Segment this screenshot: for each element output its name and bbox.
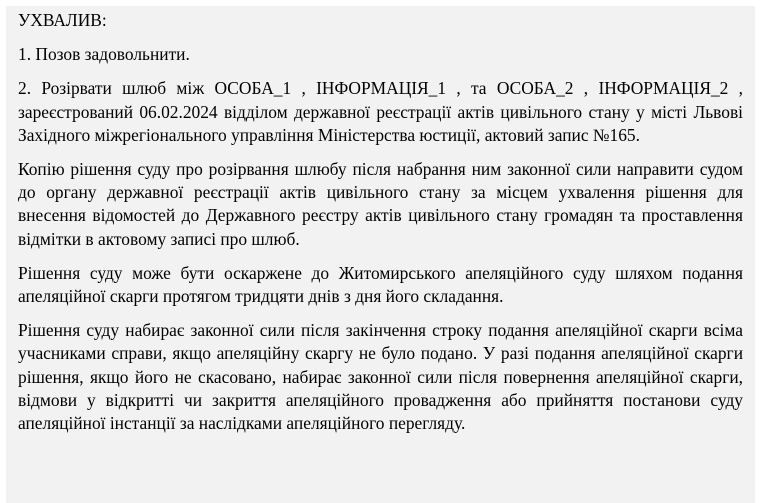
- court-decision-text: [6, 6, 755, 503]
- decision-paragraph-divorce: 2. Розірвати шлюб між ОСОБА_1 , ІНФОРМАЦІЯ_1 , та ОСОБА_2 , ІНФОРМАЦІЯ_2 , зареєстрований 06.02.2024 відділом державної реєстрації актів цивільного стану у місті Львові Західного міжрегіонального управління Міністерства юстиції, актовий запис №165.: [18, 78, 743, 145]
- decision-paragraph-appeal: Рішення суду може бути оскаржене до Житомирського апеляційного суду шляхом подання апеляційної скарги протягом тридцяти днів з дня його складання.: [18, 262, 743, 307]
- decision-paragraph-claim: 1. Позов задовольнити.: [18, 44, 190, 65]
- decision-paragraph-copy: Копію рішення суду про розірвання шлюбу після набрання ним законної сили направити судом до органу державної реєстрації актів цивільного стану за місцем ухвалення рішення для внесення відомостей до Державного реєстру актів цивільного стану громадян та проставлення відмітки в актовому записі про шлюб.: [18, 159, 743, 249]
- decision-heading: УХВАЛИВ:: [18, 10, 107, 30]
- decision-paragraph-effect: Рішення суду набирає законної сили після закінчення строку подання апеляційної скарги всіма учасниками справи, якщо апеляційну скаргу не було подано. У разі подання апеляційної скарги рішення, якщо його не скасовано, набирає законної сили після повернення апеляційної скарги, відмови у відкритті чи закриття апеляційного провадження або прийняття постанови суду апеляційної інстанції за наслідками апеляційного перегляду.: [18, 320, 743, 434]
